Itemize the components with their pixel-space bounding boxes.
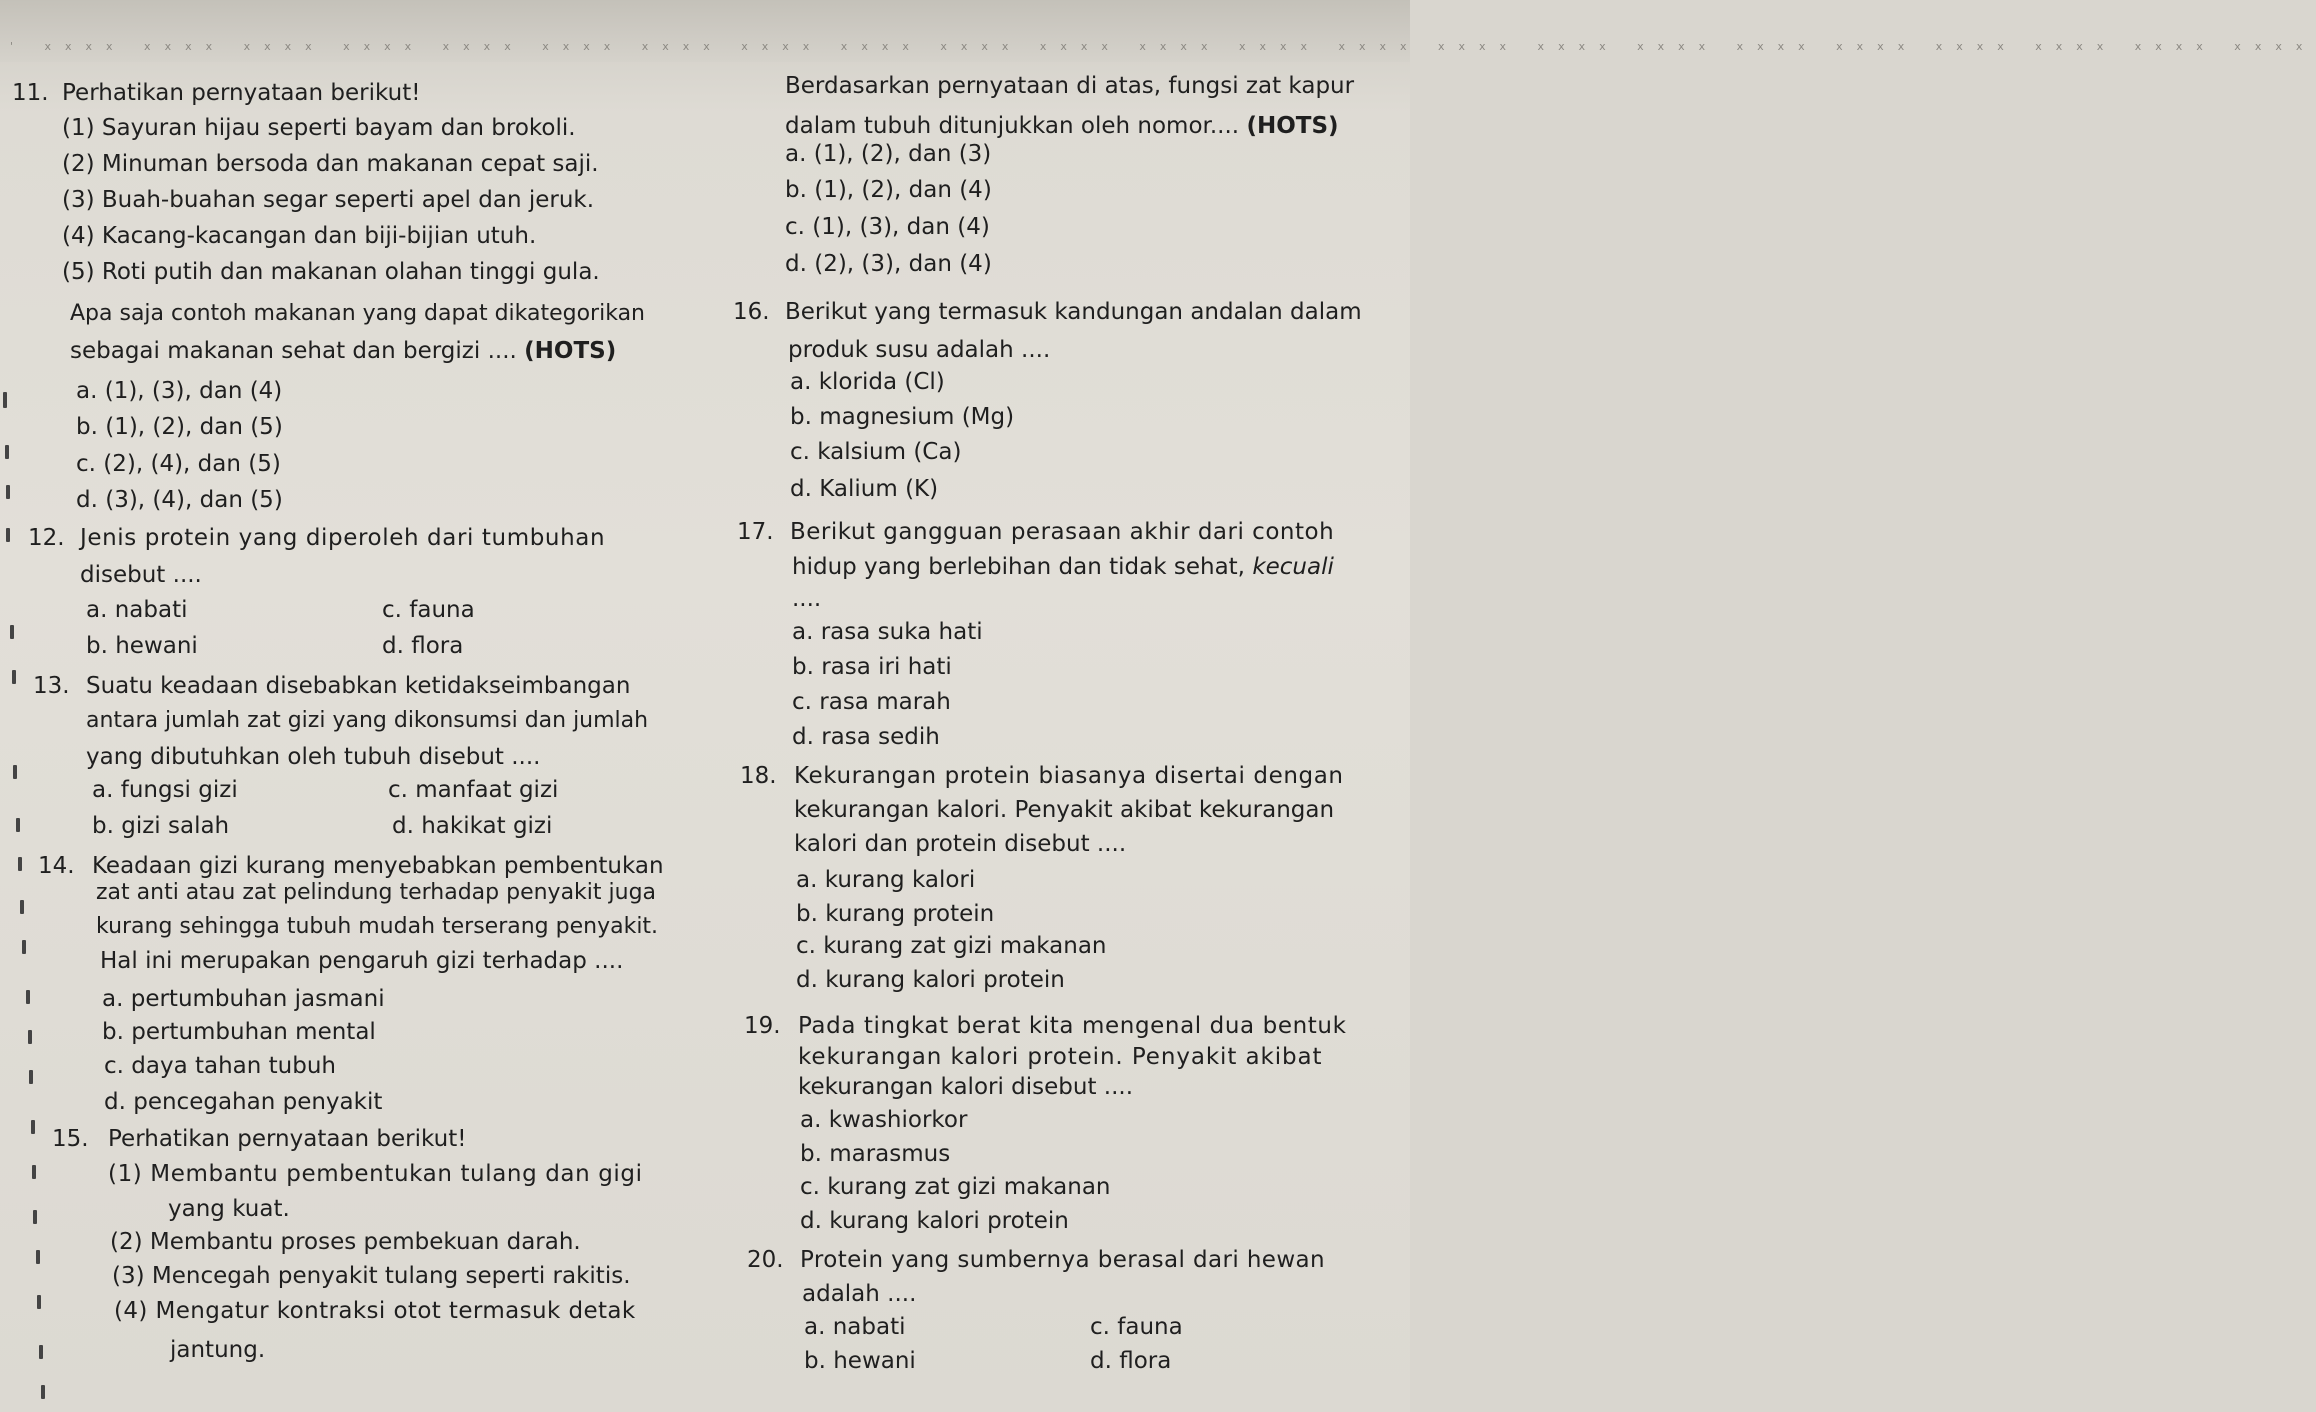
q15-statement-1-line-2: yang kuat.	[168, 1196, 290, 1222]
q15-option-c[interactable]: c. (1), (3), dan (4)	[785, 214, 990, 240]
q15-option-b[interactable]: b. (1), (2), dan (4)	[785, 177, 992, 203]
margin-mark	[16, 818, 20, 832]
q19-text-line-1: Pada tingkat berat kita mengenal dua bentuk	[798, 1013, 1347, 1039]
q11-question-text: sebagai makanan sehat dan bergizi ....	[70, 338, 525, 364]
q17-text-line-1: Berikut gangguan perasaan akhir dari contoh	[790, 519, 1335, 545]
q14-text-line-2: zat anti atau zat pelindung terhadap penyakit juga	[96, 880, 657, 905]
q16-option-d[interactable]: d. Kalium (K)	[790, 476, 939, 502]
hots-tag: (HOTS)	[524, 338, 617, 364]
q18-text-line-1: Kekurangan protein biasanya disertai dengan	[794, 763, 1344, 789]
margin-mark	[10, 625, 14, 639]
q18-option-d[interactable]: d. kurang kalori protein	[796, 967, 1065, 993]
margin-mark	[39, 1345, 43, 1359]
q12-option-a[interactable]: a. nabati	[86, 597, 188, 623]
q11-option-c[interactable]: c. (2), (4), dan (5)	[76, 451, 281, 477]
q19-number: 19.	[744, 1013, 781, 1039]
q20-option-d[interactable]: d. flora	[1090, 1348, 1172, 1374]
q17-question-text: hidup yang berlebihan dan tidak sehat,	[792, 554, 1253, 580]
margin-mark	[13, 765, 17, 779]
q11-option-b[interactable]: b. (1), (2), dan (5)	[76, 414, 283, 440]
q14-option-d[interactable]: d. pencegahan penyakit	[104, 1089, 383, 1115]
q19-text-line-2: kekurangan kalori protein. Penyakit akibat	[798, 1044, 1323, 1070]
q15-option-d[interactable]: d. (2), (3), dan (4)	[785, 251, 992, 277]
kecuali-emphasis: kecuali	[1252, 554, 1334, 580]
q11-question-line-2	[70, 337, 616, 365]
margin-mark	[36, 1250, 40, 1264]
q14-option-a[interactable]: a. pertumbuhan jasmani	[102, 986, 385, 1012]
margin-mark	[29, 1070, 33, 1084]
margin-mark	[18, 857, 22, 871]
q20-option-c[interactable]: c. fauna	[1090, 1314, 1183, 1340]
q17-option-b[interactable]: b. rasa iri hati	[792, 654, 952, 680]
q11-statement-1: (1) Sayuran hijau seperti bayam dan brokoli.	[62, 115, 576, 141]
q15-statement-3: (3) Mencegah penyakit tulang seperti rakitis.	[112, 1263, 631, 1289]
q13-option-c[interactable]: c. manfaat gizi	[388, 777, 559, 803]
q20-option-a[interactable]: a. nabati	[804, 1314, 906, 1340]
margin-mark	[31, 1120, 35, 1134]
q16-text-line-2: produk susu adalah ....	[788, 337, 1051, 363]
q13-number: 13.	[33, 673, 70, 699]
margin-mark	[41, 1385, 45, 1399]
q19-option-c[interactable]: c. kurang zat gizi makanan	[800, 1174, 1111, 1200]
q15-statement-1-line-1: (1) Membantu pembentukan tulang dan gigi	[108, 1161, 643, 1187]
q13-option-d[interactable]: d. hakikat gizi	[392, 813, 553, 839]
q15-intro: Perhatikan pernyataan berikut!	[108, 1126, 467, 1152]
q19-option-b[interactable]: b. marasmus	[800, 1141, 951, 1167]
q14-text-line-4: Hal ini merupakan pengaruh gizi terhadap ....	[100, 948, 624, 974]
q19-option-d[interactable]: d. kurang kalori protein	[800, 1208, 1069, 1234]
q14-number: 14.	[38, 853, 75, 879]
q12-option-b[interactable]: b. hewani	[86, 633, 198, 659]
q20-text-line-2: adalah ....	[802, 1281, 917, 1307]
q13-option-b[interactable]: b. gizi salah	[92, 813, 230, 839]
q12-text-line-2: disebut ....	[80, 562, 202, 588]
q18-option-a[interactable]: a. kurang kalori	[796, 867, 976, 893]
q18-text-line-3: kalori dan protein disebut ....	[794, 831, 1127, 857]
previous-page-edge	[0, 0, 2316, 62]
q15-option-a[interactable]: a. (1), (2), dan (3)	[785, 141, 992, 167]
margin-mark	[37, 1295, 41, 1309]
q11-statement-4: (4) Kacang-kacangan dan biji-bijian utuh.	[62, 223, 537, 249]
q17-option-a[interactable]: a. rasa suka hati	[792, 619, 983, 645]
q15-statement-4-line-2: jantung.	[170, 1337, 266, 1363]
margin-mark	[6, 528, 10, 542]
q16-option-b[interactable]: b. magnesium (Mg)	[790, 404, 1015, 430]
q18-number: 18.	[740, 763, 777, 789]
hots-tag: (HOTS)	[1246, 113, 1339, 139]
margin-mark	[20, 900, 24, 914]
margin-mark	[6, 485, 10, 499]
q11-option-d[interactable]: d. (3), (4), dan (5)	[76, 487, 283, 513]
q13-text-line-1: Suatu keadaan disebabkan ketidakseimbangan	[86, 673, 631, 699]
q18-option-c[interactable]: c. kurang zat gizi makanan	[796, 933, 1107, 959]
q13-option-a[interactable]: a. fungsi gizi	[92, 777, 238, 803]
q12-number: 12.	[28, 525, 65, 551]
q15-question-text: dalam tubuh ditunjukkan oleh nomor....	[785, 113, 1247, 139]
q15-statement-4-line-1: (4) Mengatur kontraksi otot termasuk detak	[114, 1298, 636, 1324]
q11-statement-2: (2) Minuman bersoda dan makanan cepat saji.	[62, 151, 599, 177]
q20-number: 20.	[747, 1247, 784, 1273]
q19-text-line-3: kekurangan kalori disebut ....	[798, 1074, 1134, 1100]
margin-mark	[28, 1030, 32, 1044]
q18-option-b[interactable]: b. kurang protein	[796, 901, 995, 927]
q12-text-line-1: Jenis protein yang diperoleh dari tumbuhan	[80, 525, 606, 551]
q13-text-line-3: yang dibutuhkan oleh tubuh disebut ....	[86, 744, 541, 770]
q14-text-line-1: Keadaan gizi kurang menyebabkan pembentukan	[92, 853, 664, 879]
q17-option-d[interactable]: d. rasa sedih	[792, 724, 940, 750]
q12-option-d[interactable]: d. flora	[382, 633, 464, 659]
q11-statement-5: (5) Roti putih dan makanan olahan tinggi gula.	[62, 259, 600, 285]
q11-statement-3: (3) Buah-buahan segar seperti apel dan jeruk.	[62, 187, 595, 213]
margin-mark	[12, 670, 16, 684]
margin-mark	[3, 392, 7, 408]
q16-option-c[interactable]: c. kalsium (Ca)	[790, 439, 962, 465]
q17-text-line-3: ....	[792, 586, 822, 612]
faded-header-text: ' xxxx xxxx xxxx xxxx xxxx xxxx xxxx xxxx xxxx xxxx xxxx xxxx xxxx xxxx xxxx xxxx xxxx xxxx xxxx xxxx xxxx xxxx xxxx	[10, 40, 2316, 53]
q20-text-line-1: Protein yang sumbernya berasal dari hewan	[800, 1247, 1326, 1273]
q11-intro: Perhatikan pernyataan berikut!	[62, 80, 421, 106]
q15-statement-2: (2) Membantu proses pembekuan darah.	[110, 1229, 581, 1255]
q19-option-a[interactable]: a. kwashiorkor	[800, 1107, 968, 1133]
q16-text-line-1: Berikut yang termasuk kandungan andalan dalam	[785, 299, 1362, 325]
q14-text-line-3: kurang sehingga tubuh mudah terserang penyakit.	[96, 914, 659, 939]
q11-question-line-1: Apa saja contoh makanan yang dapat dikategorikan	[70, 301, 645, 326]
q15-number: 15.	[52, 1126, 89, 1152]
q12-option-c[interactable]: c. fauna	[382, 597, 475, 623]
q17-text-line-2	[792, 553, 1334, 581]
q17-number: 17.	[737, 519, 774, 545]
margin-mark	[26, 990, 30, 1004]
q14-option-b[interactable]: b. pertumbuhan mental	[102, 1019, 376, 1045]
q15-question-line-1: Berdasarkan pernyataan di atas, fungsi zat kapur	[785, 73, 1355, 99]
q13-text-line-2: antara jumlah zat gizi yang dikonsumsi dan jumlah	[86, 708, 649, 733]
margin-mark	[32, 1165, 36, 1179]
q14-option-c[interactable]: c. daya tahan tubuh	[104, 1053, 336, 1079]
q16-number: 16.	[733, 299, 770, 325]
q17-option-c[interactable]: c. rasa marah	[792, 689, 951, 715]
q18-text-line-2: kekurangan kalori. Penyakit akibat kekurangan	[794, 797, 1335, 823]
q11-option-a[interactable]: a. (1), (3), dan (4)	[76, 378, 283, 404]
q16-option-a[interactable]: a. klorida (Cl)	[790, 369, 945, 395]
q11-number: 11.	[12, 80, 49, 106]
margin-mark	[5, 445, 9, 459]
q15-question-line-2	[785, 112, 1339, 140]
margin-mark	[22, 940, 26, 954]
q20-option-b[interactable]: b. hewani	[804, 1348, 916, 1374]
margin-mark	[33, 1210, 37, 1224]
